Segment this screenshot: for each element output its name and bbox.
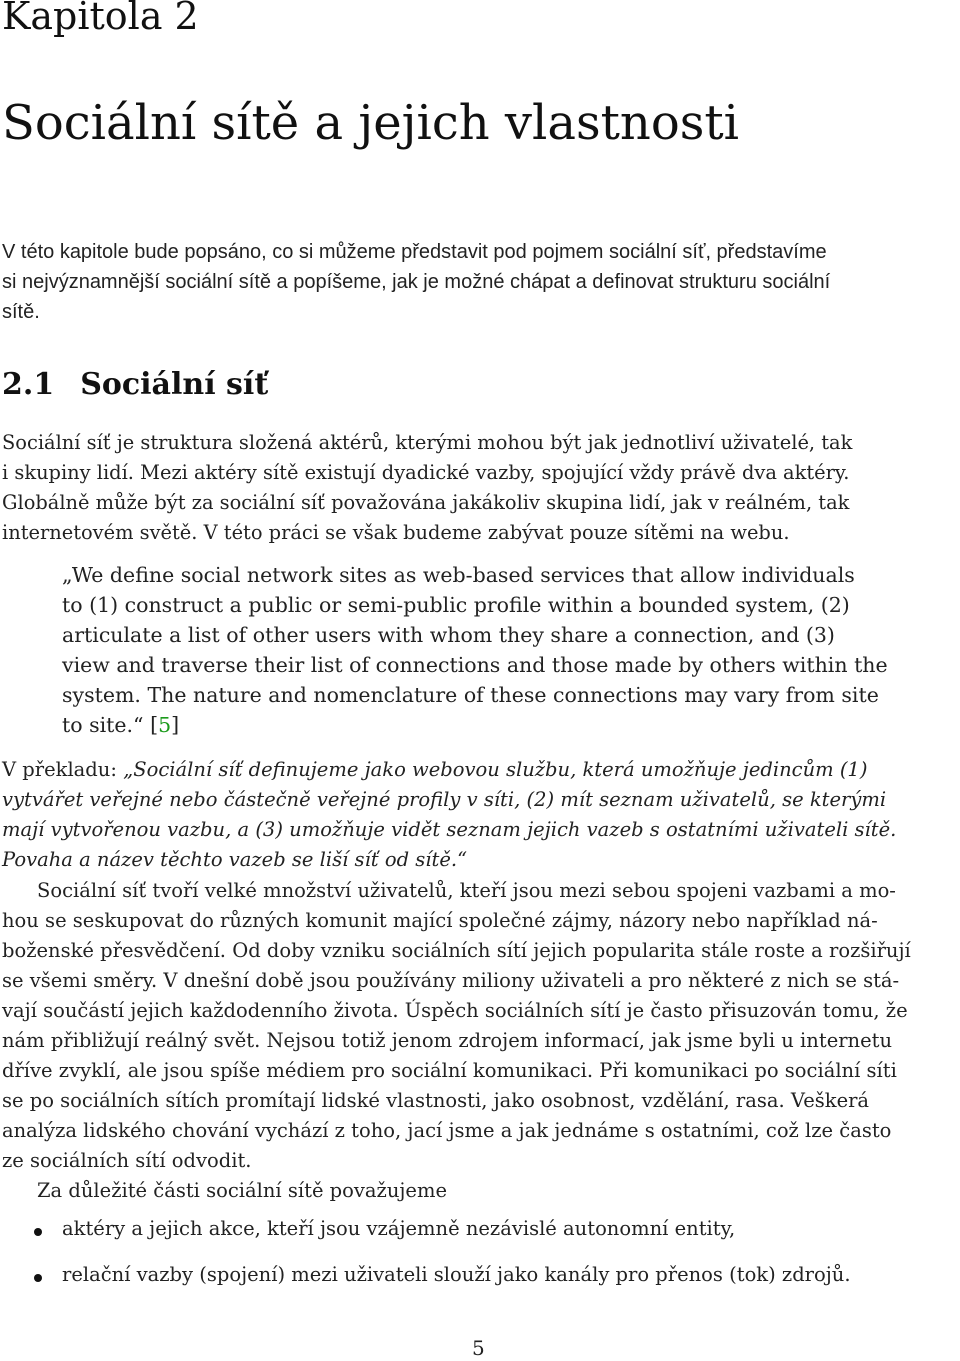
translation-line: vytvářet veřejné nebo částečně veřejné profily v síti, (2) mít seznam uživatelů, se kterými	[2, 788, 887, 811]
quote-line: to (1) construct a public or semi-public profile within a bounded system, (2)	[62, 593, 850, 617]
quote-last-line	[62, 713, 179, 737]
bullet-icon	[34, 1274, 42, 1282]
cite-bracket-close: ]	[171, 713, 180, 737]
page-number: 5	[472, 1336, 485, 1360]
translation-line	[2, 758, 867, 781]
translation-lead: V překladu:	[2, 758, 124, 781]
quote-line: system. The nature and nomenclature of these connections may vary from site	[62, 683, 879, 707]
body-line: vají součástí jejich každodenního života. Úspěch sociálních sítí je často přisuzován tomu, že	[2, 999, 908, 1022]
translation-line: mají vytvořenou vazbu, a (3) umožňuje vidět seznam jejich vazeb s ostatními uživateli sítě.	[2, 818, 897, 841]
section-heading	[2, 367, 268, 402]
definition-line: Globálně může být za sociální síť považována jakákoliv skupina lidí, jak v reálném, tak	[2, 491, 850, 514]
body-line: ze sociálních sítí odvodit.	[2, 1149, 252, 1172]
translation-text: „Sociální síť definujeme jako webovou službu, která umožňuje jedincům (1)	[123, 758, 868, 781]
body-line: Sociální síť tvoří velké množství uživatelů, kteří jsou mezi sebou spojeni vazbami a mo-	[37, 879, 896, 902]
definition-line: Sociální síť je struktura složená aktérů, kterými mohou být jak jednotliví uživatelé, tak	[2, 431, 853, 454]
chapter-title: Sociální sítě a jejich vlastnosti	[2, 95, 739, 151]
list-intro: Za důležité části sociální sítě považujeme	[37, 1179, 447, 1202]
body-line: analýza lidského chování vychází z toho, jací jsme a jak jednáme s ostatními, což lze často	[2, 1119, 892, 1142]
intro-line: si nejvýznamnější sociální sítě a popíšeme, jak je možné chápat a definovat strukturu sociální	[2, 271, 831, 293]
cite-number[interactable]: 5	[158, 713, 172, 737]
section-title: Sociální síť	[80, 367, 269, 402]
definition-line: internetovém světě. V této práci se však budeme zabývat pouze sítěmi na webu.	[2, 521, 790, 544]
bullet-icon	[34, 1228, 42, 1236]
quote-line: „We define social network sites as web-based services that allow individuals	[62, 563, 855, 587]
translation-line: Povaha a název těchto vazeb se liší síť od sítě.“	[2, 848, 468, 871]
quote-end-text: to site.“	[62, 713, 151, 737]
body-line: dříve zvyklí, ale jsou spíše médiem pro sociální komunikaci. Při komunikaci po sociální síti	[2, 1059, 897, 1082]
section-number: 2.1	[2, 367, 55, 402]
body-line: boženské přesvědčení. Od doby vzniku sociálních sítí jejich popularita stále roste a rozšiřují	[2, 939, 911, 962]
body-line: nám přibližují reálný svět. Nejsou totiž jenom zdrojem informací, jak jsme byli u internetu	[2, 1029, 893, 1052]
body-line: se po sociálních sítích promítají lidské vlastnosti, jako osobnost, vzdělání, rasa. Veškerá	[2, 1089, 870, 1112]
citation-link[interactable]	[150, 713, 179, 737]
list-item-text: aktéry a jejich akce, kteří jsou vzájemně nezávislé autonomní entity,	[62, 1217, 736, 1240]
list-item-text: relační vazby (spojení) mezi uživateli slouží jako kanály pro přenos (tok) zdrojů.	[62, 1263, 851, 1286]
intro-line: V této kapitole bude popsáno, co si můžeme představit pod pojmem sociální síť, představíme	[2, 241, 827, 263]
chapter-label: Kapitola 2	[2, 0, 199, 38]
intro-line: sítě.	[2, 301, 40, 323]
quote-line: articulate a list of other users with whom they share a connection, and (3)	[62, 623, 835, 647]
body-line: hou se seskupovat do různých komunit mající společné zájmy, názory nebo například ná-	[2, 909, 878, 932]
definition-line: i skupiny lidí. Mezi aktéry sítě existují dyadické vazby, spojující vždy právě dva aktéry.	[2, 461, 850, 484]
quote-line: view and traverse their list of connections and those made by others within the	[62, 653, 888, 677]
cite-bracket-open: [	[150, 713, 159, 737]
body-line: se všemi směry. V dnešní době jsou používány miliony uživateli a pro některé z nich se stá-	[2, 969, 900, 992]
